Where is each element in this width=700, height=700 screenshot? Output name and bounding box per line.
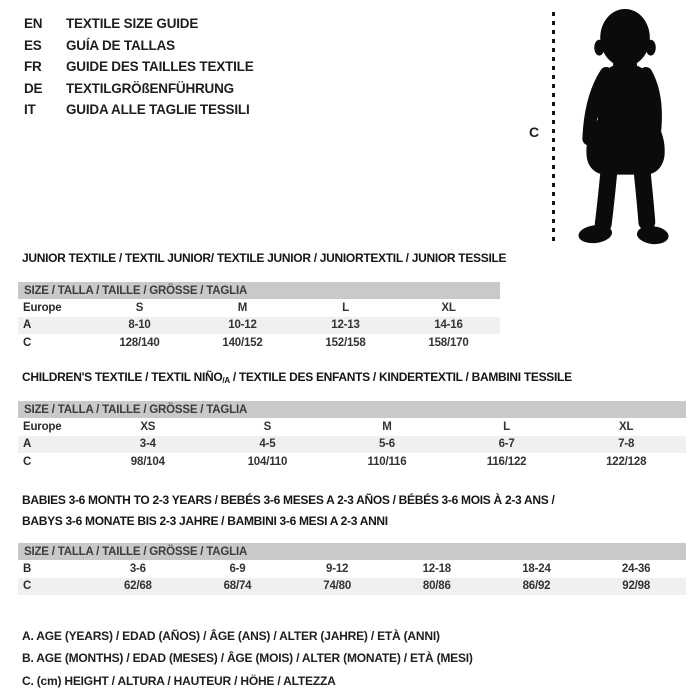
cell: 8-10 [88,317,191,335]
cell: 6-9 [229,562,246,575]
cell: 12-13 [294,317,397,335]
row-label: A [18,317,88,335]
title-line: BABIES 3-6 MONTH TO 2-3 YEARS / BEBÉS 3-6 MESES A 2-3 AÑOS / BÉBÉS 3-6 MOIS À 2-3 ANS / [22,493,555,507]
language-row-en [24,13,254,35]
row-label: Europe [23,420,62,433]
language-code: FR [24,59,42,74]
language-code: IT [24,102,36,117]
height-measure-label: C [528,124,540,140]
language-row-es [24,35,254,57]
cell: M [237,301,248,314]
babies-size-table [18,543,686,595]
cell: 122/128 [606,455,647,468]
cell: 4-5 [208,436,328,454]
footnote-b: B. AGE (MONTHS) / EDAD (MESES) / ÂGE (MOIS) / ALTER (MONATE) / ETÀ (MESI) [22,651,473,666]
row-label: B [23,562,32,575]
cell: L [503,420,510,433]
cell: S [263,420,272,433]
children-size-table [18,401,686,471]
size-header-bar: SIZE / TALLA / TAILLE / GRÖSSE / TAGLIA [18,401,686,418]
cell: 92/98 [586,578,686,596]
cell: 152/158 [325,336,366,349]
table-row [18,560,686,578]
language-row-fr [24,56,254,78]
cell: 9-12 [326,562,349,575]
cell: 5-6 [327,436,447,454]
cell: 18-24 [522,562,551,575]
title-subscript: /A [222,376,230,385]
title-line: BABYS 3-6 MONATE BIS 2-3 JAHRE / BAMBINI 3-6 MESI A 2-3 ANNI [22,514,388,528]
cell: 24-36 [621,562,651,575]
cell: 10-12 [191,317,294,335]
cell: 3-4 [88,436,208,454]
cell: M [382,420,392,433]
junior-size-table [18,282,500,352]
cell: 6-7 [447,436,567,454]
size-header-bar: SIZE / TALLA / TAILLE / GRÖSSE / TAGLIA [18,543,686,560]
cell: 12-18 [422,562,451,575]
section-junior-title: JUNIOR TEXTILE / TEXTIL JUNIOR/ TEXTILE JUNIOR / JUNIORTEXTIL / JUNIOR TESSILE [22,251,507,265]
title-text: / TEXTILE DES ENFANTS / KINDERTEXTIL / BAMBINI TESSILE [229,370,572,384]
language-code: DE [24,80,43,96]
language-title: GUIDE DES TAILLES TEXTILE [66,59,254,74]
cell: 74/80 [287,578,387,596]
section-children-title [22,370,572,385]
cell: 104/110 [247,455,288,468]
table-row [18,453,686,471]
language-row-it [24,99,254,121]
table-row [18,418,686,436]
cell: 62/68 [88,578,188,596]
language-code: ES [24,37,42,53]
cell: 140/152 [222,336,263,349]
cell: XL [619,420,634,433]
table-row [18,436,686,454]
cell: 110/116 [367,455,407,468]
language-code: EN [24,16,43,31]
cell: 158/170 [428,336,469,349]
table-row [18,299,500,317]
cell: 116/122 [486,455,527,468]
cell: 68/74 [188,578,288,596]
height-dotted-line [552,12,555,243]
cell: 3-6 [129,562,146,575]
cell: 98/104 [130,455,165,468]
cell: L [342,301,349,314]
language-title: TEXTILGRÖßENFÜHRUNG [66,80,234,96]
cell: S [135,301,144,314]
language-title: GUIDA ALLE TAGLIE TESSILI [66,102,250,117]
cell: XL [441,301,456,314]
section-babies-title [22,490,554,532]
footnotes [22,625,473,692]
cell: 14-16 [397,317,500,335]
footnote-a: A. AGE (YEARS) / EDAD (AÑOS) / ÂGE (ANS) / ALTER (JAHRE) / ETÀ (ANNI) [22,629,440,643]
table-row [18,317,500,335]
row-label: C [23,455,32,468]
language-row-de [24,78,254,100]
row-label: A [18,436,88,454]
size-header-bar: SIZE / TALLA / TAILLE / GRÖSSE / TAGLIA [18,282,500,299]
row-label: Europe [23,301,62,314]
cell: 86/92 [487,578,587,596]
table-row [18,578,686,596]
title-text: CHILDREN'S TEXTILE / TEXTIL NIÑO [22,370,223,384]
row-label: C [18,578,88,596]
language-title: GUÍA DE TALLAS [66,37,175,53]
cell: 7-8 [566,436,686,454]
toddler-silhouette-icon [560,7,694,245]
language-title: TEXTILE SIZE GUIDE [66,16,199,31]
language-list [24,13,254,121]
footnote-c: C. (cm) HEIGHT / ALTURA / HAUTEUR / HÖHE / ALTEZZA [22,673,336,688]
cell: 80/86 [387,578,487,596]
cell: 128/140 [119,336,160,349]
table-row [18,334,500,352]
cell: XS [140,420,156,433]
row-label: C [23,336,32,349]
